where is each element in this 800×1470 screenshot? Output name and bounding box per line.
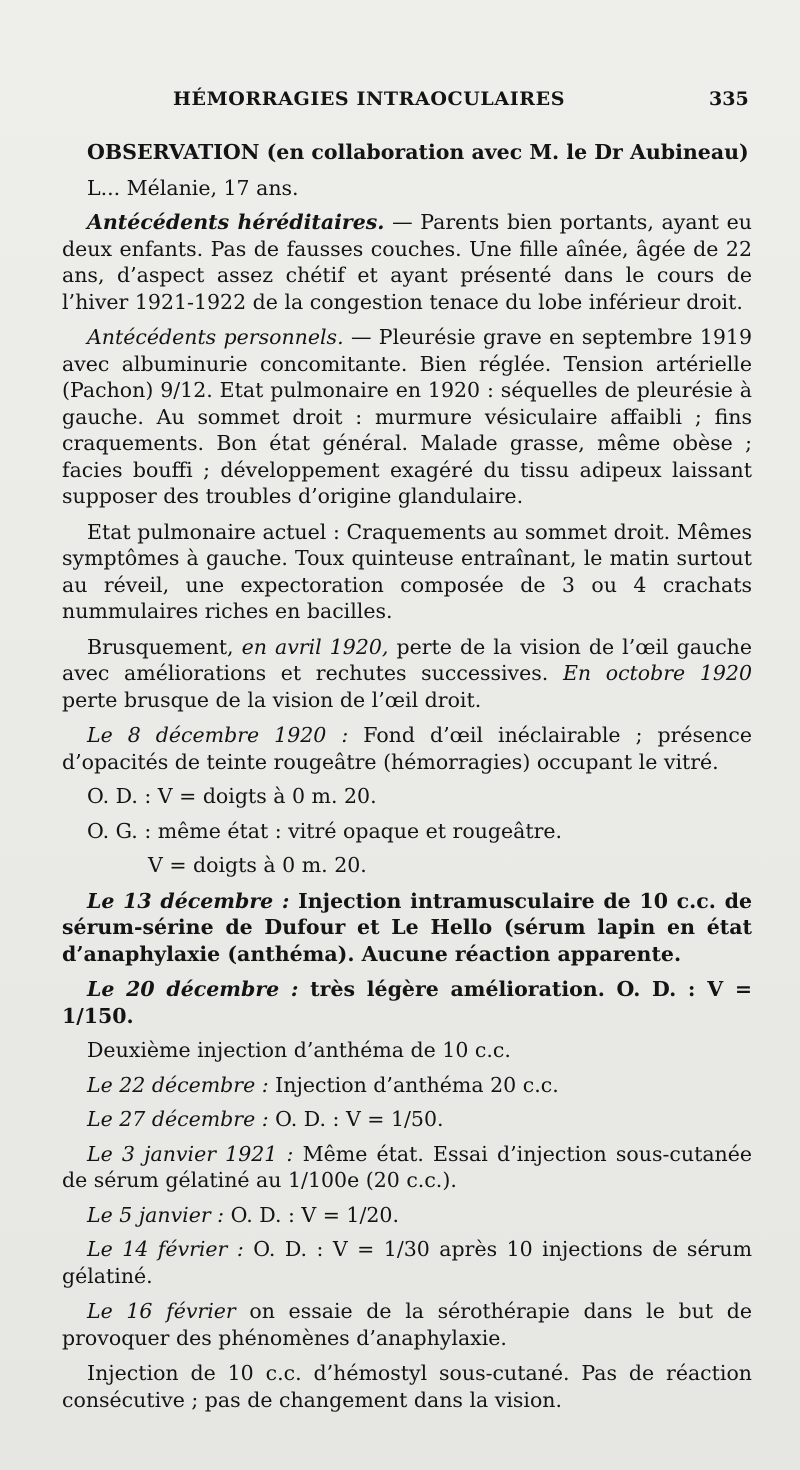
entry-dec-22 [62, 1072, 752, 1099]
personal-text: — Pleurésie grave en septembre 1919 avec albuminurie concomitante. Bien réglée. Tension artérielle (Pachon) 9/12. Etat pulmonaire en 1920 : séquelles de pleurésie à gauche. Au sommet droit : murmure vésiculaire affaibli ; fins craquements. Bon état général. Malade grasse, même obèse ; facies bouffi ; développement exagéré du tissu adipeux laissant supposer des troubles d’origine glandulaire. [62, 325, 752, 508]
second-injection-line: Deuxième injection d’anthéma de 10 c.c. [87, 1038, 511, 1062]
onset-date-october: En octobre 1920 [562, 661, 752, 685]
onset-part-b: perte de la vision de l’œil gauche avec améliorations et rechutes successives. [62, 634, 753, 685]
entry-text: Fond d’œil inéclairable ; présence d’opacités de teinte rougeâtre (hémorragies) occupant le vitré. [62, 723, 752, 774]
entry-dec-20 [62, 976, 752, 1029]
onset-part-c: perte brusque de la vision de l’œil droit. [62, 687, 482, 712]
onset-date-april: en avril 1920, [241, 634, 389, 659]
pulmonary-paragraph: Etat pulmonaire actuel : Craquements au sommet droit. Mêmes symptômes à gauche. Toux quinteuse entraînant, le matin surtout au réveil, une expectoration composée de 3 ou 4 crachats nummulaires riches en bacilles. [62, 519, 752, 623]
onset-part-a: Brusquement, [87, 634, 242, 659]
hereditary-paragraph [62, 209, 752, 315]
personal-paragraph [62, 324, 752, 510]
page-header [0, 86, 800, 116]
left-eye-vision: V = doigts à 0 m. 20. [148, 853, 367, 877]
onset-paragraph [62, 634, 752, 714]
entry-text: très légère amélioration. O. D. : V = 1/150. [62, 977, 753, 1028]
entry-date: Le 27 décembre : [87, 1107, 269, 1131]
entry-date: Le 3 janvier 1921 : [87, 1141, 294, 1166]
entry-text: O. D. : V = 1/50. [268, 1107, 444, 1131]
entry-date: Le 5 janvier : [87, 1202, 225, 1227]
running-title: HÉMORRAGIES INTRAOCULAIRES [173, 88, 566, 110]
entry-feb-16 [62, 1298, 752, 1351]
patient-line: L... Mélanie, 17 ans. [87, 175, 299, 200]
entry-date: Le 14 février : [87, 1237, 244, 1261]
entry-dec-8 [62, 722, 752, 775]
entry-text: Injection d’anthéma 20 c.c. [268, 1072, 559, 1097]
observation-heading [62, 139, 752, 166]
personal-label: Antécédents personnels. [87, 325, 344, 349]
entry-jan-3 [62, 1141, 752, 1194]
entry-text: O. D. : V = 1/30 après 10 injections de sérum gélatiné. [62, 1237, 753, 1288]
entry-text: O. D. : V = 1/20. [224, 1202, 399, 1227]
entry-date: Le 22 décembre : [87, 1072, 269, 1097]
entry-feb-14 [62, 1236, 752, 1289]
entry-text: Injection intramusculaire de 10 c.c. de sérum-sérine de Dufour et Le Hello (sérum lapin en état d’anaphylaxie (anthéma). Aucune réaction apparente. [62, 888, 752, 966]
entry-dec-27 [62, 1106, 752, 1133]
entry-dec-13 [62, 888, 752, 968]
entry-date: Le 20 décembre : [87, 977, 299, 1001]
entry-date: Le 16 février [87, 1299, 236, 1323]
entry-jan-5 [62, 1202, 752, 1229]
right-eye-vision: O. D. : V = doigts à 0 m. 20. [87, 784, 377, 808]
observation-title: OBSERVATION [87, 140, 260, 164]
observation-collaboration: (en collaboration avec M. le Dr Aubineau) [259, 140, 749, 164]
hemostyl-paragraph: Injection de 10 c.c. d’hémostyl sous-cutané. Pas de réaction consécutive ; pas de changement dans la vision. [62, 1361, 752, 1412]
hereditary-label: Antécédents héréditaires. [87, 210, 385, 234]
entry-text: on essaie de la sérothérapie dans le but de provoquer des phénomènes d’anaphylaxie. [62, 1299, 752, 1350]
hereditary-text: — Parents bien portants, ayant eu deux enfants. Pas de fausses couches. Une fille aînée, âgée de 22 ans, d’aspect assez chétif et ayant présenté dans le cours de l’hiver 1921-1922 de la congestion tenace du lobe inférieur droit. [62, 210, 753, 314]
left-eye-state: O. G. : même état : vitré opaque et rougeâtre. [87, 818, 563, 843]
entry-date: Le 8 décembre 1920 : [87, 723, 349, 747]
page-body [62, 139, 752, 1413]
page-number: 335 [709, 88, 749, 110]
entry-date: Le 13 décembre : [87, 888, 290, 913]
entry-text: Même état. Essai d’injection sous-cutanée de sérum gélatiné au 1/100e (20 c.c.). [62, 1141, 753, 1192]
